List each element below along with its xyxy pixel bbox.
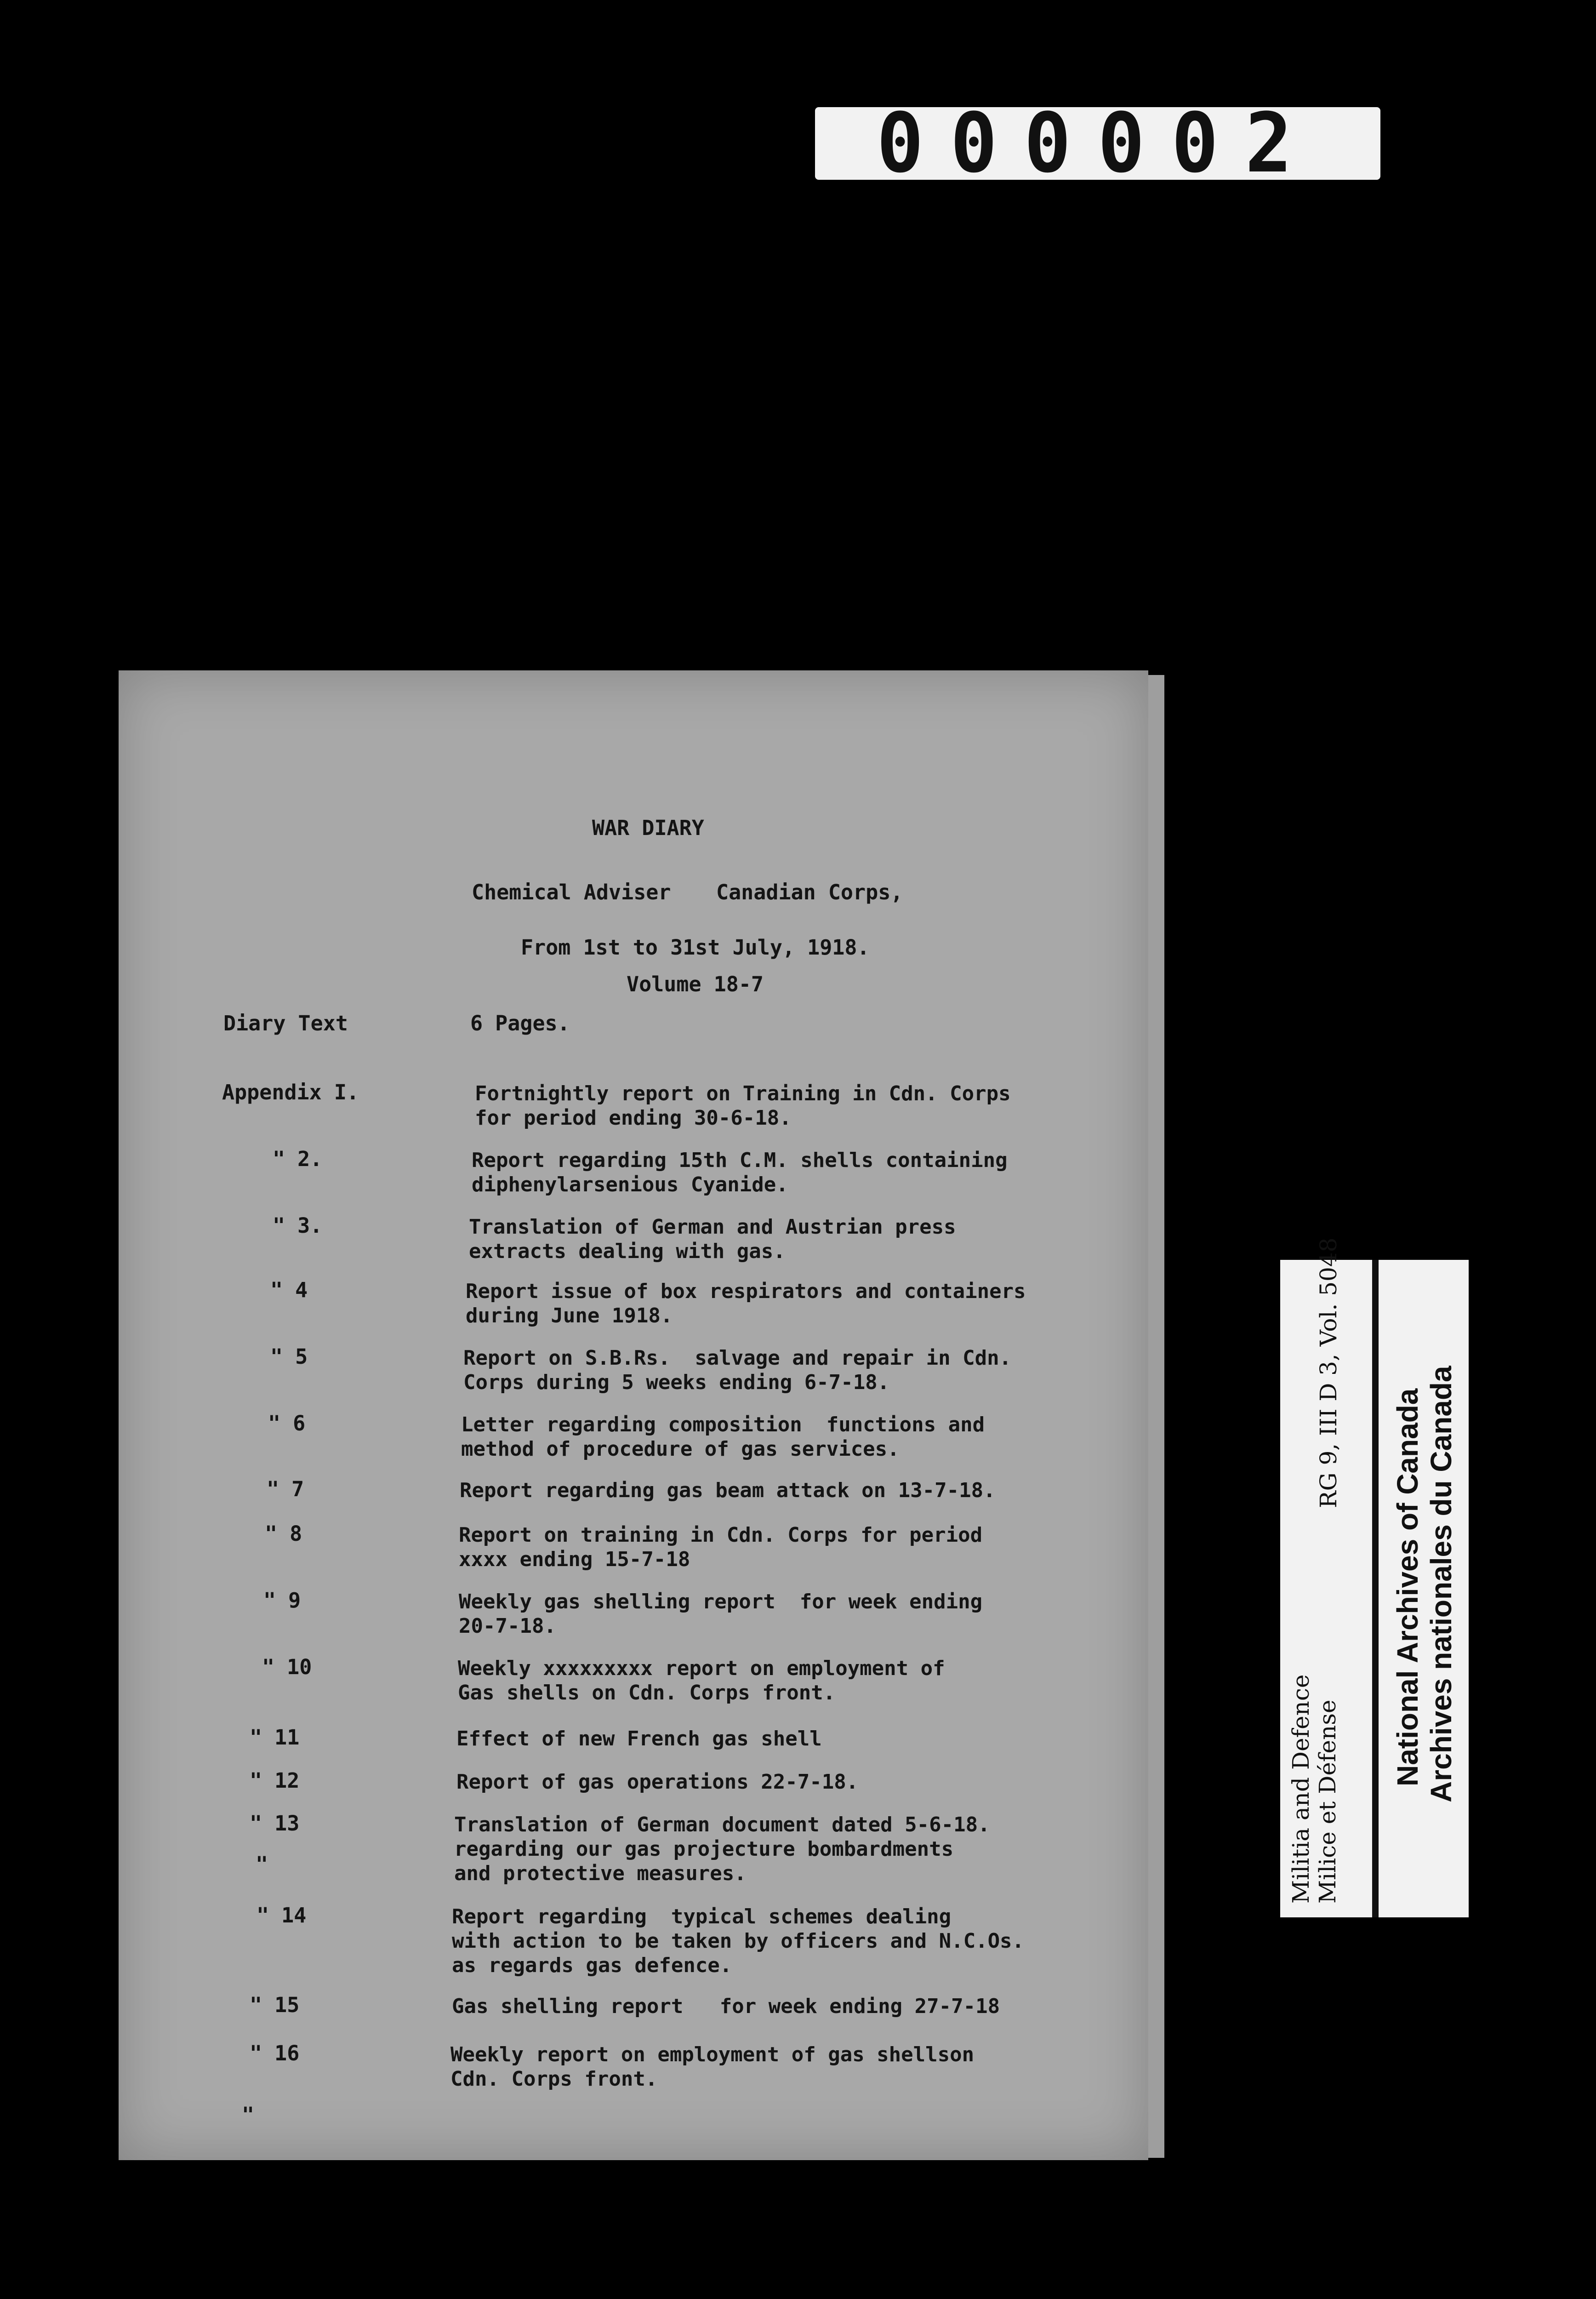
diary-text-label: Diary Text xyxy=(223,1011,348,1035)
volume: Volume 18-7 xyxy=(627,972,764,996)
appendix-description: Report regarding gas beam attack on 13-7-18. xyxy=(460,1479,996,1502)
archive-reference: RG 9, III D 3, Vol. 5048 xyxy=(1315,1237,1342,1508)
appendix-number: " 3. xyxy=(273,1213,323,1238)
appendix-number: " 9 xyxy=(263,1588,301,1613)
appendix-number: " 13 xyxy=(250,1811,300,1836)
archive-reference-label xyxy=(1280,1237,1469,1917)
appendix-description: Translation of German document dated 5-6-18. regarding our gas projecture bombardments and protective measures. xyxy=(454,1813,990,1885)
appendix-description: Report issue of box respirators and containers during June 1918. xyxy=(466,1280,1026,1327)
frame-number: 000002 xyxy=(876,96,1319,191)
appendix-description: Report on training in Cdn. Corps for period xxxx ending 15-7-18 xyxy=(459,1523,983,1571)
appendix-number: " 14 xyxy=(256,1903,307,1927)
appendix-description: Report regarding 15th C.M. shells containing diphenylarsenious Cyanide. xyxy=(472,1149,1008,1196)
department-en: Militia and Defence xyxy=(1288,1674,1314,1904)
appendix-number: " 16 xyxy=(250,2041,300,2065)
appendix-description: Translation of German and Austrian press extracts dealing with gas. xyxy=(469,1215,956,1263)
frame-number-plate xyxy=(815,96,1380,191)
appendix-number: " 8 xyxy=(265,1521,302,1546)
formation-name: Canadian Corps, xyxy=(716,880,903,904)
appendix-description: Weekly xxxxxxxxx report on employment of Gas shells on Cdn. Corps front. xyxy=(458,1657,945,1704)
ditto-mark: " xyxy=(242,2103,255,2127)
appendix-description: Weekly gas shelling report for week ending 20-7-18. xyxy=(459,1590,983,1638)
appendix-number: " 12 xyxy=(250,1768,300,1793)
appendix-number: " 6 xyxy=(268,1411,306,1435)
appendix-number: " 5 xyxy=(270,1344,308,1369)
appendix-description: Report on S.B.Rs. salvage and repair in Cdn. Corps during 5 weeks ending 6-7-18. xyxy=(463,1346,1012,1394)
archive-name-en: National Archives of Canada xyxy=(1391,1388,1424,1786)
label-divider xyxy=(1372,1260,1379,1917)
appendix-description: Effect of new French gas shell xyxy=(456,1727,822,1750)
unit-name: Chemical Adviser xyxy=(472,880,671,904)
appendix-description: Report regarding typical schemes dealing with action to be taken by officers and N.C.Os. as regards gas defence. xyxy=(452,1905,1025,1977)
appendix-number: " 15 xyxy=(250,1993,300,2017)
appendix-description: Weekly report on employment of gas shellson Cdn. Corps front. xyxy=(450,2043,975,2091)
document-title: WAR DIARY xyxy=(592,816,704,840)
department-fr: Milice et Défense xyxy=(1314,1699,1341,1904)
appendix-description: Fortnightly report on Training in Cdn. Corps for period ending 30-6-18. xyxy=(475,1082,1011,1130)
document-page xyxy=(119,670,1148,2160)
archive-name-fr: Archives nationales du Canada xyxy=(1425,1366,1458,1802)
appendix-number: Appendix I. xyxy=(222,1080,359,1104)
ditto-mark: " xyxy=(256,1852,268,1876)
appendix-description: Gas shelling report for week ending 27-7-18 xyxy=(452,1995,1000,2018)
appendix-number: " 10 xyxy=(262,1655,312,1679)
appendix-description: Report of gas operations 22-7-18. xyxy=(456,1770,859,1794)
period: From 1st to 31st July, 1918. xyxy=(521,935,870,960)
appendix-description: Letter regarding composition functions and method of procedure of gas services. xyxy=(461,1413,985,1461)
appendix-number: " 2. xyxy=(273,1147,323,1171)
appendix-number: " 11 xyxy=(250,1725,300,1750)
appendix-number: " 4 xyxy=(270,1278,308,1302)
diary-text-value: 6 Pages. xyxy=(470,1011,570,1035)
appendix-number: " 7 xyxy=(267,1477,304,1501)
